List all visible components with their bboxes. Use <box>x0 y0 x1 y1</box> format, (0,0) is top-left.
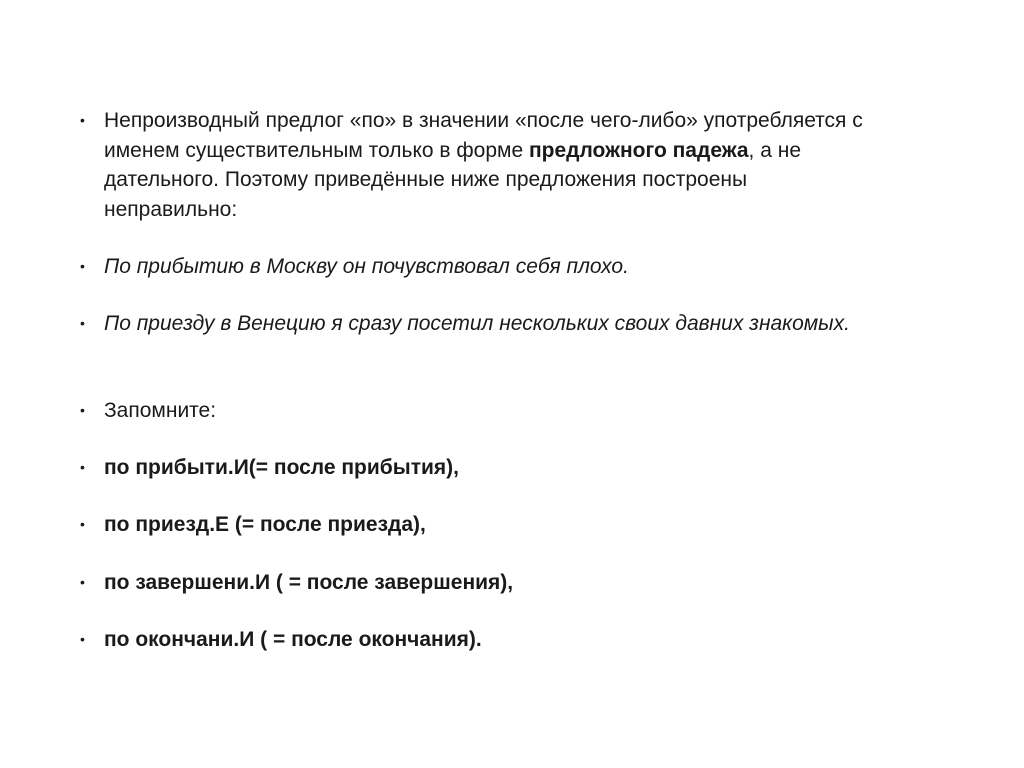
bullet-item-rule-4 <box>80 625 880 655</box>
bullet-icon: • <box>80 516 85 532</box>
example-2-text: По приезду в Венецию я сразу посетил нескольких своих давних знакомых. <box>104 312 850 335</box>
example-1-text: По прибытию в Москву он почувствовал себя плохо. <box>104 255 629 278</box>
bullet-item-remember <box>80 396 880 426</box>
intro-text-part2: , а не дательного. Поэтому приведённые ниже предложения построены неправильно: <box>104 138 802 221</box>
bullet-icon: • <box>80 258 85 274</box>
bullet-icon: • <box>80 315 85 331</box>
intro-text <box>104 106 880 224</box>
rule-3-text: по завершени.И ( = после завершения), <box>104 571 514 594</box>
bullet-item-rule-3 <box>80 568 880 598</box>
rule-2-text: по приезд.Е (= после приезда), <box>104 513 426 536</box>
bullet-item-intro <box>80 106 880 224</box>
rule-1-text: по прибыти.И(= после прибытия), <box>104 456 459 479</box>
bullet-icon: • <box>80 459 85 475</box>
rule-4-text: по окончани.И ( = после окончания). <box>104 628 482 651</box>
bullet-item-example-1 <box>80 252 880 282</box>
remember-text: Запомните: <box>104 399 217 422</box>
bullet-item-rule-1 <box>80 453 880 483</box>
bullet-icon: • <box>80 631 85 647</box>
bullet-item-example-2 <box>80 309 880 339</box>
intro-text-bold: предложного падежа <box>528 138 749 162</box>
bullet-icon: • <box>80 574 85 590</box>
bullet-icon: • <box>80 402 85 418</box>
intro-text-part1: Непроизводный предлог «по» в значении «после чего-либо» употребляется с именем существительным только в форме <box>104 109 863 162</box>
bullet-icon: • <box>80 112 85 128</box>
bullet-item-rule-2 <box>80 510 880 540</box>
